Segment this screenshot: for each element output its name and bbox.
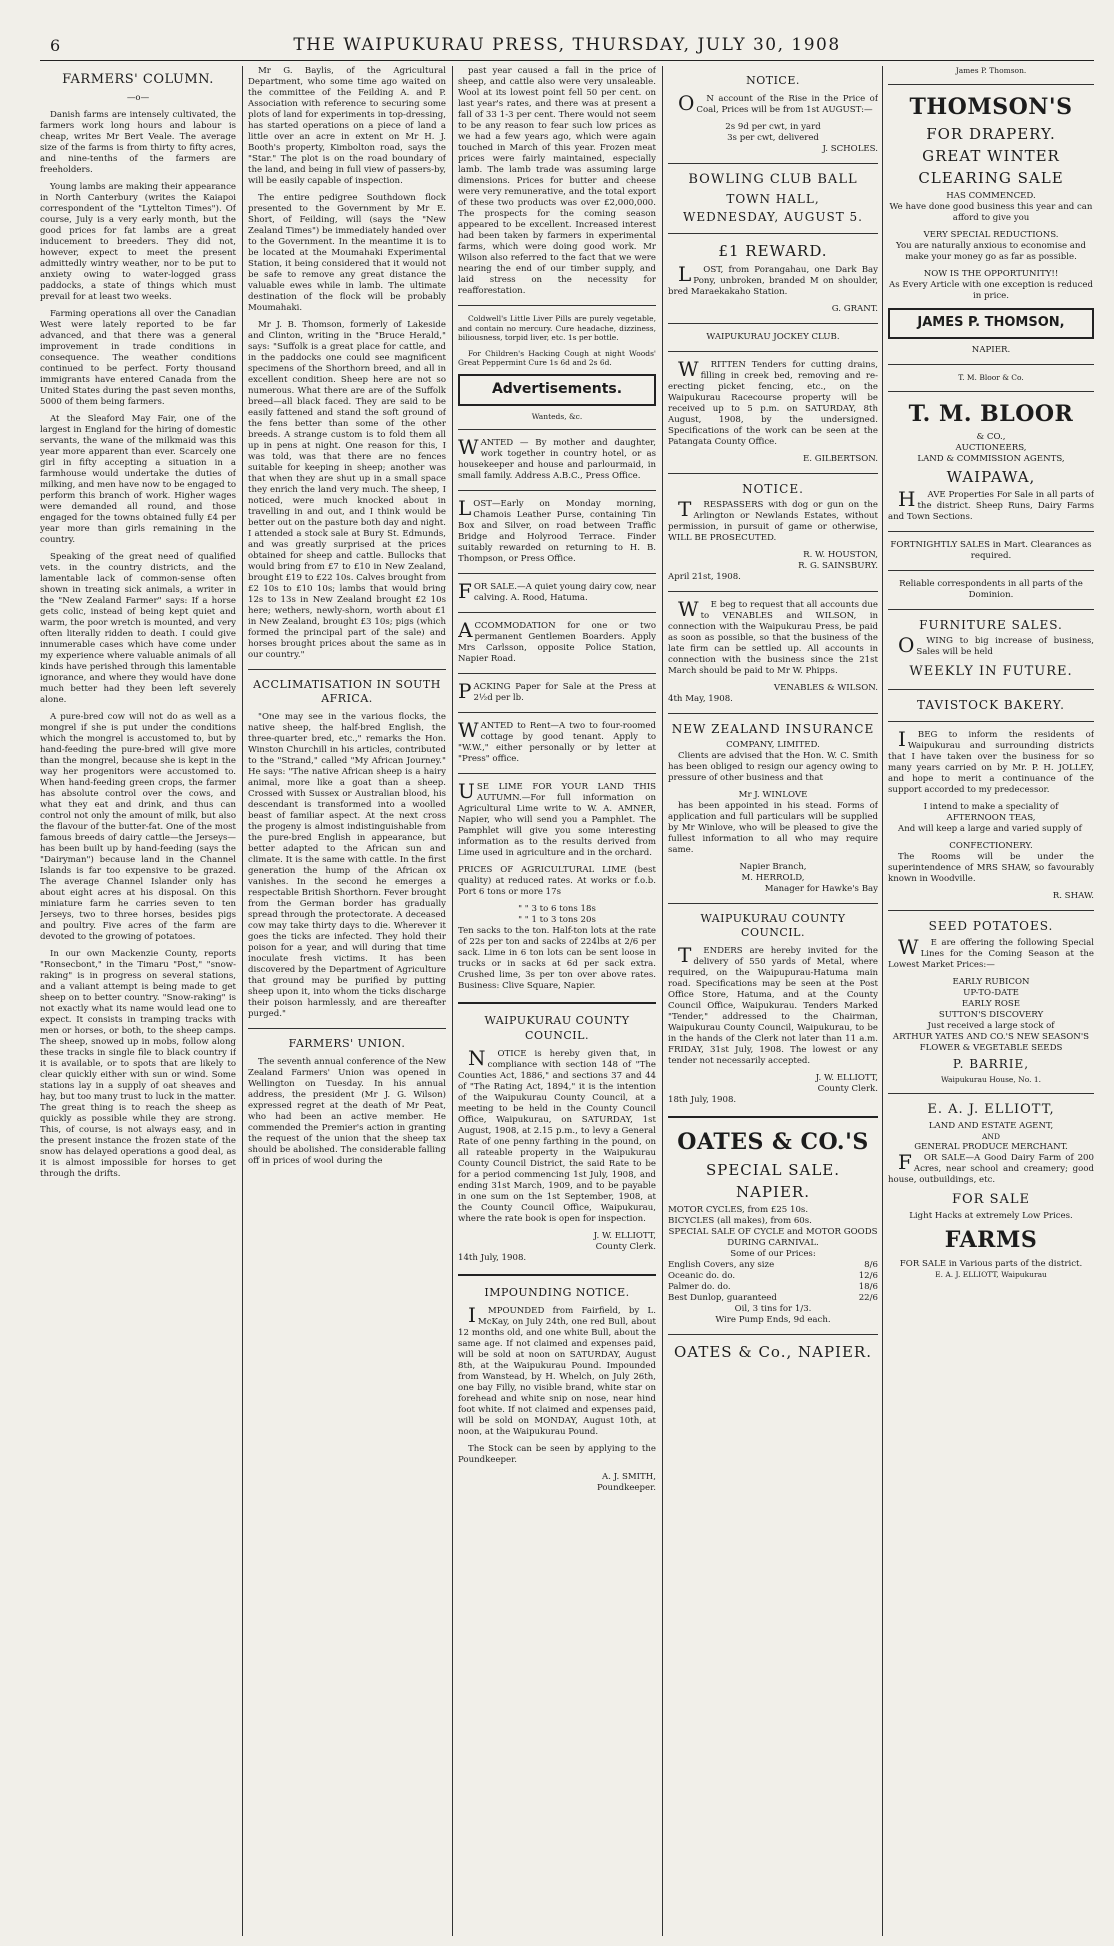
divider [668,163,878,164]
potatoes-received: Just received a large stock of [927,1020,1055,1031]
ad-label: James P. Thomson. [955,66,1027,75]
column-notices [668,66,878,1936]
price-item: English Covers, any size [668,1260,775,1271]
divider [668,233,878,234]
insurance-manager-title: Manager for Hawke's Bay [764,884,878,895]
divider [458,490,656,491]
potato-line: EARLY ROSE [961,998,1021,1009]
classified-ad [458,679,656,704]
venables-text: WE beg to request that all accounts due to VENABLES and WILSON, in connection with the Waipukurau Press, be paid as soon as possible, so that the business of the late firm can be settled up. All accounts in connection with the business since the 21st March should be paid to Mr W. Phipps. [668,596,878,676]
section-heading: IMPOUNDING NOTICE. [484,1285,630,1299]
wanteds-label: Wanteds, &c. [531,411,583,421]
article-paragraph: The seventh annual conference of the New Zealand Farmers' Union was opened in Wellington on Tuesday. In his annual address, the president (Mr J. G. Wilson) expressed regret at the death of Mr Peat, who had been an active member. He commended the Premier's action in granting the request of the union that the sheep tax should be abolished. The considerable falling off in prices of wool during the [248,1057,446,1167]
signature: R. W. HOUSTON, [803,549,878,560]
bloor-text: HAVE Properties For Sale in all parts of the district. Sheep Runs, Dairy Farms and Town Sections. [888,486,1094,522]
divider [668,473,878,474]
lime-price-row: " " 1 to 3 tons 20s [518,915,596,926]
classified-ad [458,435,656,482]
reward-title: £1 REWARD. [718,242,828,261]
thomson-box: JAMES P. THOMSON, [888,308,1094,339]
price-item: Best Dunlop, guaranteed [668,1293,777,1304]
page-number: 6 [50,36,62,55]
divider [458,1274,656,1276]
trespass-text: TRESPASSERS with dog or gun on the Arlington or Newlands Estates, without permission, in pursuit of game or otherwise, WILL BE PROSECUTED. [668,496,878,543]
afternoon-teas: AFTERNOON TEAS, [946,813,1036,824]
tavistock-line: The Rooms will be under the superintendence of MRS SHAW, so favourably known in Woodville. [888,852,1094,885]
column-farmers [40,66,236,1936]
reductions: VERY SPECIAL REDUCTIONS. [923,230,1059,241]
section-heading: NOTICE. [746,74,800,87]
ball-title: BOWLING CLUB BALL [688,172,858,188]
price-value: 12/6 [858,1271,878,1282]
every-article: As Every Article with one exception is reduced in price. [889,280,1093,302]
bloor-land: LAND & COMMISSION AGENTS, [917,453,1065,464]
divider: —o— [126,92,150,103]
divider [888,531,1094,532]
furniture-text: OWING to big increase of business, Sales will be held [898,633,1094,658]
winter-title: GREAT WINTER [922,146,1060,165]
notice-title: NOTICE. [742,481,804,496]
column-rule [882,66,883,1936]
column-rule [662,66,663,1936]
notice-date: 18th July, 1908. [668,1095,737,1106]
classified-ad [458,496,656,565]
article-paragraph: "One may see in the various flocks, the native sheep, the half-bred English, the three-quarter bred, etc.," remarks the Hon. Winston Churchill in his articles, contributed to the "Strand," called "My African Journey." He says: "The native African sheep is a hairy animal, more like a goat than a sheep. Crossed with Sussex or Australian blood, his descendant is transformed into a woolled beast of familiar aspect. At the next cross the progeny is almost indistinguishable from the pure-bred English in appearance, but better adapted to the African sun and climate. It is the same with cattle. In the first generation the hump of the African ox vanishes. In the second he emerges a respectable British Shorthorn. Fever brought from the German border has gradually spread through the protectorate. A deceased cow may take thirty days to die. Wherever it goes the ticks are infected. They hold their poison for a year, and will during that time inoculate fresh victims. It has been discovered by the Department of Agriculture that ground may be purified by putting sheep upon it, into whom the ticks discharge their poison harmlessly, and are thereafter purged." [248,712,446,1020]
divider [668,1334,878,1335]
divider [888,570,1094,571]
elliott-title: E. A. J. ELLIOTT, [927,1101,1055,1117]
county-notice: NOTICE is hereby given that, in compliance with section 148 of "The Counties Act, 1886," and sections 37 and 44 of "The Rating Act, 1894," it is the intention of the Waipukurau County Council, at a meeting to be held in the County Council Office, Waipukurau, on SATURDAY, 1st August, 1908, at 2.15 p.m., to levy a General Rate of one penny farthing in the pound, on all rateable property in the Waipukurau County Council District, the said Rate to be for a period commencing 1st July, 1908, and ending 31st March, 1909, and to be payable in one sum on the 1st September, 1908, at the County Council Office, Waipukurau, where the rate book is open for inspection. [458,1045,656,1224]
elliott-text: FOR SALE—A Good Dairy Farm of 200 Acres, near school and creamery; good house, outbuildings, etc. [888,1149,1094,1185]
reward-text: LOST, from Porangahau, one Dark Bay Pony, unbroken, branded M on shoulder, bred Maraekakaho Station. [668,261,878,297]
oates-footer: OATES & Co., NAPIER. [674,1343,872,1362]
ad-text: USE LIME FOR YOUR LAND THIS AUTUMN.—For full information on Agricultural Lime write to W. A. AMNER, Napier, who will send you a Pamphlet. The Pamphlet will give you some interesting information as to the results derived from Lime used in agriculture and in the orchard. [458,779,656,859]
lime-prices-title: PRICES OF AGRICULTURAL LIME (best quality) at reduced rates. At works or f.o.b. Port 6 tons or more 17s [458,865,656,898]
opportunity: NOW IS THE OPPORTUNITY!! [923,269,1059,280]
divider [458,773,656,774]
column-articles [248,66,446,1936]
tavistock-text: IBEG to inform the residents of Waipukurau and surrounding districts that I have taken over the business for so many years carried on by Mr. P. H. JOLLEY, and hope to merit a continuance of the support accorded to my predecessor. [888,727,1094,796]
price-row [668,1293,878,1304]
column-rule [242,66,243,1936]
divider [888,609,1094,610]
jockey-title: WAIPUKURAU JOCKEY CLUB. [706,331,840,342]
clearing-sale: CLEARING SALE [918,169,1064,188]
barrie: P. BARRIE, [952,1056,1030,1071]
thomson-text: We have done good business this year and can afford to give you [889,202,1093,224]
divider [248,1028,446,1029]
signature: J. SCHOLES. [822,144,878,155]
tavistock-title: TAVISTOCK BAKERY. [917,697,1065,712]
divider [458,1002,656,1004]
oates-line: BICYCLES (all makes), from 60s. [668,1216,812,1227]
section-heading: FARMERS' COLUMN. [62,72,214,87]
classified-ad [458,718,656,765]
thomson-title: THOMSON'S [909,93,1073,120]
price-value: 8/6 [864,1260,878,1271]
article-paragraph: Mr G. Baylis, of the Agricultural Department, who some time ago waited on the committee of the Feilding A. and P. Association with reference to securing some plots of land for experiments in top-dressing, has started operations on a piece of land a little over an acre in extent on Mr H. J. Booth's property, Kimbolton road, says the "Star." The plot is on the road boundary of the land, and being in full view of passers-by, will be easily capable of inspection. [248,66,446,186]
insurance-agent: Mr J. WINLOVE [738,790,808,801]
light-hacks: Light Hacks at extremely Low Prices. [909,1211,1073,1222]
price-item: Palmer do. do. [668,1282,731,1293]
column-advertisements [458,66,656,1936]
ad-text: LOST—Early on Monday morning, Chamois Leather Purse, containing Tin Box and Silver, on road between Traffic Bridge and Holyrood Terrace. Finder suitably rewarded on returning to H. B. Thompson, or Press Office. [458,496,656,565]
price-row [668,1271,878,1282]
bloor-reliable: Reliable correspondents in all parts of the Dominion. [899,578,1083,600]
impound-tail: The Stock can be seen by applying to the Poundkeeper. [458,1443,656,1465]
signature: Poundkeeper. [596,1482,656,1493]
divider [668,323,878,324]
bloor-co: & CO., [976,431,1006,442]
price-item: Oceanic do. do. [668,1271,736,1282]
advert-cough: For Children's Hacking Cough at night Woods' Great Peppermint Cure 1s 6d and 2s 6d. [458,348,656,368]
oates-line: Some of our Prices: [730,1249,816,1260]
signature: R. G. SAINSBURY. [798,560,878,571]
price-value: 22/6 [858,1293,878,1304]
price-row [668,1260,878,1271]
weekly-future: WEEKLY IN FUTURE. [909,664,1073,680]
oates-subtitle: SPECIAL SALE. [705,1160,841,1179]
bloor-fortnightly: FORTNIGHTLY SALES in Mart. Clearances as required. [890,539,1092,561]
tavistock-line: I intend to make a speciality of [923,802,1059,813]
ad-label: T. M. Bloor & Co. [958,372,1024,382]
barrie-house: Waipukurau House, No. 1. [940,1074,1042,1084]
signature: R. SHAW. [1052,891,1094,902]
article-paragraph: past year caused a fall in the price of sheep, and cattle also were very unsaleable. Wool at its lowest point fell 50 per cent. on last year's rates, and there was at present a fall of 33 1-3 per cent. There would not seem to be any reason to fear such low prices as we had a few years ago, which were again touched in March of this year. Frozen meat prices were fairly maintained, especially lamb. The lamb trade was assuming large dimensions. Prices for butter and cheese were very remunerative, and the total export of these two products was over £2,000,000. The prospects for the coming season appeared to be excellent. Increased interest had been taken by farmers in experimental farms, which were doing good work. Mr Wilson also referred to the fact that we were nearing the end of our timber supply, and laid stress on the necessity for reafforestation. [458,66,656,296]
page-header [40,34,1094,61]
divider [458,612,656,613]
tenders-text: TENDERS are hereby invited for the delivery of 550 yards of Metal, where required, on the Waipupurau-Hatuma main road. Specifications may be seen at the Post Office Store, Hatuma, and at the County Council Office, Waipukurau. Tenders Marked "Tender," addressed to the Chairman, Waipukurau County Council, Waipukurau, to be in the hands of the Clerk not later than 11 a.m. FRIDAY, 31st July, 1908. The lowest or any tender not necessarily accepted. [668,943,878,1067]
furniture-title: FURNITURE SALES. [919,617,1063,632]
ball-date: WEDNESDAY, AUGUST 5. [683,210,863,225]
divider [888,1093,1094,1094]
classified-ad [458,579,656,604]
article-paragraph: A pure-bred cow will not do as well as a mongrel if she is put under the conditions which the mongrel is accustomed to, but by hand-feeding the pure-bred will give more than the mongrel, because she is kept in the way her progenitors were accustomed to. When hand-feeding green crops, the farmer has absolute control over the cows, and what they eat and drink, and thus can control not only the amount of milk, but also the flavour of the butter-fat. One of the most famous breeds of dairy cattle—the Jerseys—has been built up by hand-feeding (says the "Dairyman") because land in the Channel Islands is far too expensive to be grazed. The average Channel Islander only has about eight acres at his disposal. On this miniature farm he carries seven to ten Jerseys, two to three horses, besides pigs and poultry. Five acres of the farm are devoted to the growing of potatoes. [40,711,236,942]
oates-line: DURING CARNIVAL. [727,1238,819,1249]
confectionery: CONFECTIONERY. [949,841,1033,852]
oates-line: SPECIAL SALE OF CYCLE and MOTOR GOODS [668,1227,878,1238]
ad-text: WANTED — By mother and daughter, work together in country hotel, or as housekeeper and house and parlourmaid, in small family. Address A.B.C., Press Office. [458,435,656,482]
thomson-town: NAPIER. [971,344,1011,355]
signature: J. W. ELLIOTT, [815,1073,878,1084]
divider [458,712,656,713]
elliott-land: LAND AND ESTATE AGENT, [928,1121,1054,1132]
column-display-ads [888,66,1094,1936]
impound-notice: IMPOUNDED from Fairfield, by L. McKay, on July 24th, one red Bull, about 12 months old, and one white Bull, about the same age. If not claimed and expenses paid, will be sold at noon on SATURDAY, August 8th, at the Waipukurau Pound. Impounded from Wanstead, by H. Whelch, on July 26th, one bay Filly, no visible brand, white star on forehead and white snip on nose, near hind foot white. If not claimed and expenses paid, will be sold on MONDAY, August 10th, at noon, at the Waipukurau Pound. [458,1302,656,1437]
bloor-title: T. M. BLOOR [908,400,1074,427]
oates-title: OATES & CO.'S [677,1129,869,1156]
adverts-banner: Advertisements. [458,374,656,406]
divider [888,910,1094,911]
newspaper-title: THE WAIPUKURAU PRESS, THURSDAY, JULY 30, 1908 [293,35,841,55]
bloor-town: WAIPAWA, [946,467,1036,486]
arthur-yates: ARTHUR YATES AND CO.'S NEW SEASON'S FLOWER & VEGETABLE SEEDS [892,1031,1090,1053]
divider [888,391,1094,392]
ball-venue: TOWN HALL, [726,191,820,206]
tavistock-line: And will keep a large and varied supply of [898,824,1082,835]
coal-notice: ON account of the Rise in the Price of Coal, Prices will be from 1st AUGUST:— [678,91,878,116]
article-paragraph: Farming operations all over the Canadian West were lately reported to be far advanced, and that there was a general improvement in trade conditions in consequence. The weather conditions continued to be perfect. Forty thousand immigrants have entered Canada from the United States during the past seven months, 5000 of them being farmers. [40,308,236,407]
insurance-text: Clients are advised that the Hon. W. C. Smith has been obliged to resign our agency owing to pressure of other business and that [668,751,878,784]
divider [248,669,446,670]
jockey-text: WRITTEN Tenders for cutting drains, filling in creek bed, removing and re-erecting picket fencing, etc., on the Waipukurau Racecourse property will be received up to 5 p.m. on SATURDAY, 8th August, 1908, by the undersigned. Specifications of the work can be seen at the Patangata County Office. [668,356,878,447]
divider [888,84,1094,85]
ad-text: WANTED to Rent—A two to four-roomed cottage by good tenant. Apply to "W.W.," either personally or by letter at "Press" office. [458,718,656,765]
divider [458,305,656,306]
insurance-text: has been appointed in his stead. Forms of application and full particulars will be supplied by Mr Winlove, who will be pleased to give the fullest information to all who may require same. [668,801,878,856]
coal-price: 3s per cwt, delivered [727,133,819,144]
divider [668,1116,878,1118]
thomson-text: You are naturally anxious to economise and make your money go as far as possible. [896,241,1086,263]
signature: VENABLES & WILSON. [773,682,878,693]
commenced: HAS COMMENCED. [946,191,1036,202]
section-heading: FARMERS' UNION. [288,1037,406,1051]
ad-text: ACCOMMODATION for one or two permanent Gentlemen Boarders. Apply Mrs Carlsson, opposite Police Station, Napier Road. [458,618,656,665]
potato-line: SUTTON'S DISCOVERY [938,1009,1044,1020]
thomson-subtitle: FOR DRAPERY. [926,124,1056,143]
signature: G. GRANT. [831,303,878,314]
article-paragraph: In our own Mackenzie County, reports "Ronsecbont," in the Timaru "Post," "snow-raking" is in progress on several stations, and a valiant attempt is being made to get sheep on to better country. "Snow-raking" is not exactly what its name would lead one to expect. It consists in tramping tracks with men or horses, or both, to the sheep camps. The sheep, snowed up in mobs, follow along these tracks in single file to black country if it is available, or to spots that are likely to clear quickly either with sun or wind. Some stations lay in a supply of oat sheaves and hay, but too many trust to luck in the matter. The great thing is to reach the sheep as quickly as possible while they are strong. This, of course, is not always easy, and in the present instance the frozen state of the snow has delayed operations a good deal, as it is almost impossible for horses to get through the drifts. [40,948,236,1179]
divider [458,573,656,574]
article-paragraph: Danish farms are intensely cultivated, the farmers work long hours and labour is cheap, writes Mr Bert Veale. The average size of the farms is from thirty to fifty acres, and nine-tenths of the farmers are freeholders. [40,109,236,175]
classified-ad [458,618,656,665]
price-row [668,1282,878,1293]
divider [668,351,878,352]
potatoes-text: WE are offering the following Special Lines for the Coming Season at the Lowest Market Prices:— [888,934,1094,970]
notice-date: 14th July, 1908. [458,1252,527,1263]
coal-price: 2s 9d per cwt, in yard [725,122,821,133]
section-heading: WAIPUKURAU COUNTY COUNCIL. [484,1014,630,1042]
elliott-and: AND [982,1132,1000,1142]
insurance-title: NEW ZEALAND INSURANCE [671,721,875,736]
advert-pills: Coldwell's Little Liver Pills are purely vegetable, and contain no mercury. Cure headache, dizziness, biliousness, torpid liver, etc. 1s per bottle. [458,314,656,343]
ad-text: FOR SALE.—A quiet young dairy cow, near calving. A. Rood, Hatuma. [458,579,656,604]
article-paragraph: Mr J. B. Thomson, formerly of Lakeside and Clinton, writing in the "Bruce Herald," says: "Suffolk is a great place for cattle, and in the paddocks one could see magnificent specimens of the Shorthorn breed, and all in excellent condition. Sheep here are not so numerous. What there are are of the Suffolk breed—all black faced. They are said to be easily fattened and stand the soft ground of the fens better than some of the other breeds. A strange custom is to fold them all up in pens at night. One reason for this, I was told, was that there are no fences suitable for keeping in sheep; another was that when they are shut up in a small space they enrich the land very much. The sheep, I noticed, were much knocked about in travelling in and out, and I think would be better out on the pasture both day and night. I attended a stock sale at Bury St. Edmunds, and was greatly surprised at the prices obtained for sheep and cattle. Bullocks that would bring from £7 to £10 in New Zealand, brought £19 to £22 10s. Calves brought from £2 10s to £10 10s; lambs that would bring 12s to 13s in New Zealand brought £2 10s here; wethers, newly-shorn, worth about £1 in New Zealand, brought £3 10s; pigs (which formed the principal part of the sale) and horses brought prices about the same as in our country." [248,320,446,660]
article-paragraph: The entire pedigree Southdown flock presented to the Government by Mr E. Short, of Feilding, will (says the "New Zealand Times") be immediately handed over to the Government. In the meantime it is to be located at the Moumahaki Experimental Station, it being considered that it would not be safe to remove any great distance the valuable ewes while in lamb. The ultimate destination of the flock will be probably Moumahaki. [248,193,446,313]
article-paragraph: At the Sleaford May Fair, one of the largest in England for the hiring of domestic servants, the wane of the milkmaid was this year more apparent than ever. Scarcely one girl in fifty accepting a situation in a farmhouse would undertake the duties of milking, and men have now to be engaged to perform this branch of work. Higher wages were demanded all round, and those engaged for the towns obtained fully £4 per year more than girls remaining in the country. [40,413,236,545]
divider [888,721,1094,722]
oates-line: Oil, 3 tins for 1/3. [734,1304,812,1315]
column-rule [452,66,453,1936]
divider [888,364,1094,365]
notice-date: April 21st, 1908. [668,571,741,582]
price-value: 18/6 [858,1282,878,1293]
section-heading: WAIPUKURAU COUNTY COUNCIL. [700,912,846,940]
signature: County Clerk. [595,1241,656,1252]
article-paragraph: Young lambs are making their appearance in North Canterbury (writes the Kaiapoi correspondent of the "Lyttelton Times"). Of course, July is a very early month, but the good prices for fat lambs are a great inducement to breeders. They did not, however, expect to meet the present admittedly wintry weather, nor to be put to anxiety owing to water-logged grass paddocks, a state of things which must prevail for at least two weeks. [40,181,236,302]
potato-line: EARLY RUBICON [952,976,1030,987]
farms-text: FOR SALE in Various parts of the district. [899,1258,1083,1269]
divider [668,591,878,592]
potatoes-title: SEED POTATOES. [928,919,1054,934]
lime-price-row: " " 3 to 6 tons 18s [518,904,596,915]
divider [668,713,878,714]
bloor-auctioneers: AUCTIONEERS, [955,442,1027,453]
insurance-subtitle: COMPANY, LIMITED. [726,740,820,751]
ad-text: PACKING Paper for Sale at the Press at 2½d per lb. [458,679,656,704]
signature: E. GILBERTSON. [803,453,878,464]
oates-line: MOTOR CYCLES, from £25 10s. [668,1205,809,1216]
signature: County Clerk. [817,1084,878,1095]
notice-date: 4th May, 1908. [668,693,733,704]
oates-line: Wire Pump Ends, 9d each. [715,1315,831,1326]
elliott-general: GENERAL PRODUCE MERCHANT. [914,1141,1068,1152]
signature: A. J. SMITH, [602,1471,656,1482]
classified-ad [458,779,656,992]
divider [888,689,1094,690]
divider [458,429,656,430]
signature: J. W. ELLIOTT, [593,1230,656,1241]
insurance-branch: Napier Branch, [739,862,807,873]
for-sale: FOR SALE [951,1191,1030,1207]
lime-tail: Ten sacks to the ton. Half-ton lots at the rate of 22s per ton and sacks of 224lbs at 2/6 per sack. Lime in 6 ton lots can be sent loose in trucks or in sacks at 6d per sack extra. Crushed lime, 3s per ton over above rates. Business: Clive Square, Napier. [458,926,656,992]
divider [668,903,878,904]
insurance-manager: M. HERROLD, [741,873,805,884]
farms-title: FARMS [944,1227,1038,1254]
oates-town: NAPIER. [736,1182,810,1201]
section-heading: ACCLIMATISATION IN SOUTH AFRICA. [253,678,441,706]
divider [458,673,656,674]
potato-line: UP-TO-DATE [963,987,1019,998]
article-paragraph: Speaking of the great need of qualified vets. in the country districts, and the lamentable lack of common-sense often shown in treating sick animals, a writer in the "New Zealand Farmer" says: If a horse gets colic, instead of being kept quiet and warm, the poor wretch is mounted, and very often literally ridden to death. I could give innumerable cases which have come under my experience where valuable animals of all kinds have perished through this lamentable ignorance, and where they would have done much better had they been left severely alone. [40,551,236,705]
farms-sign: E. A. J. ELLIOTT, Waipukurau [935,1269,1047,1279]
